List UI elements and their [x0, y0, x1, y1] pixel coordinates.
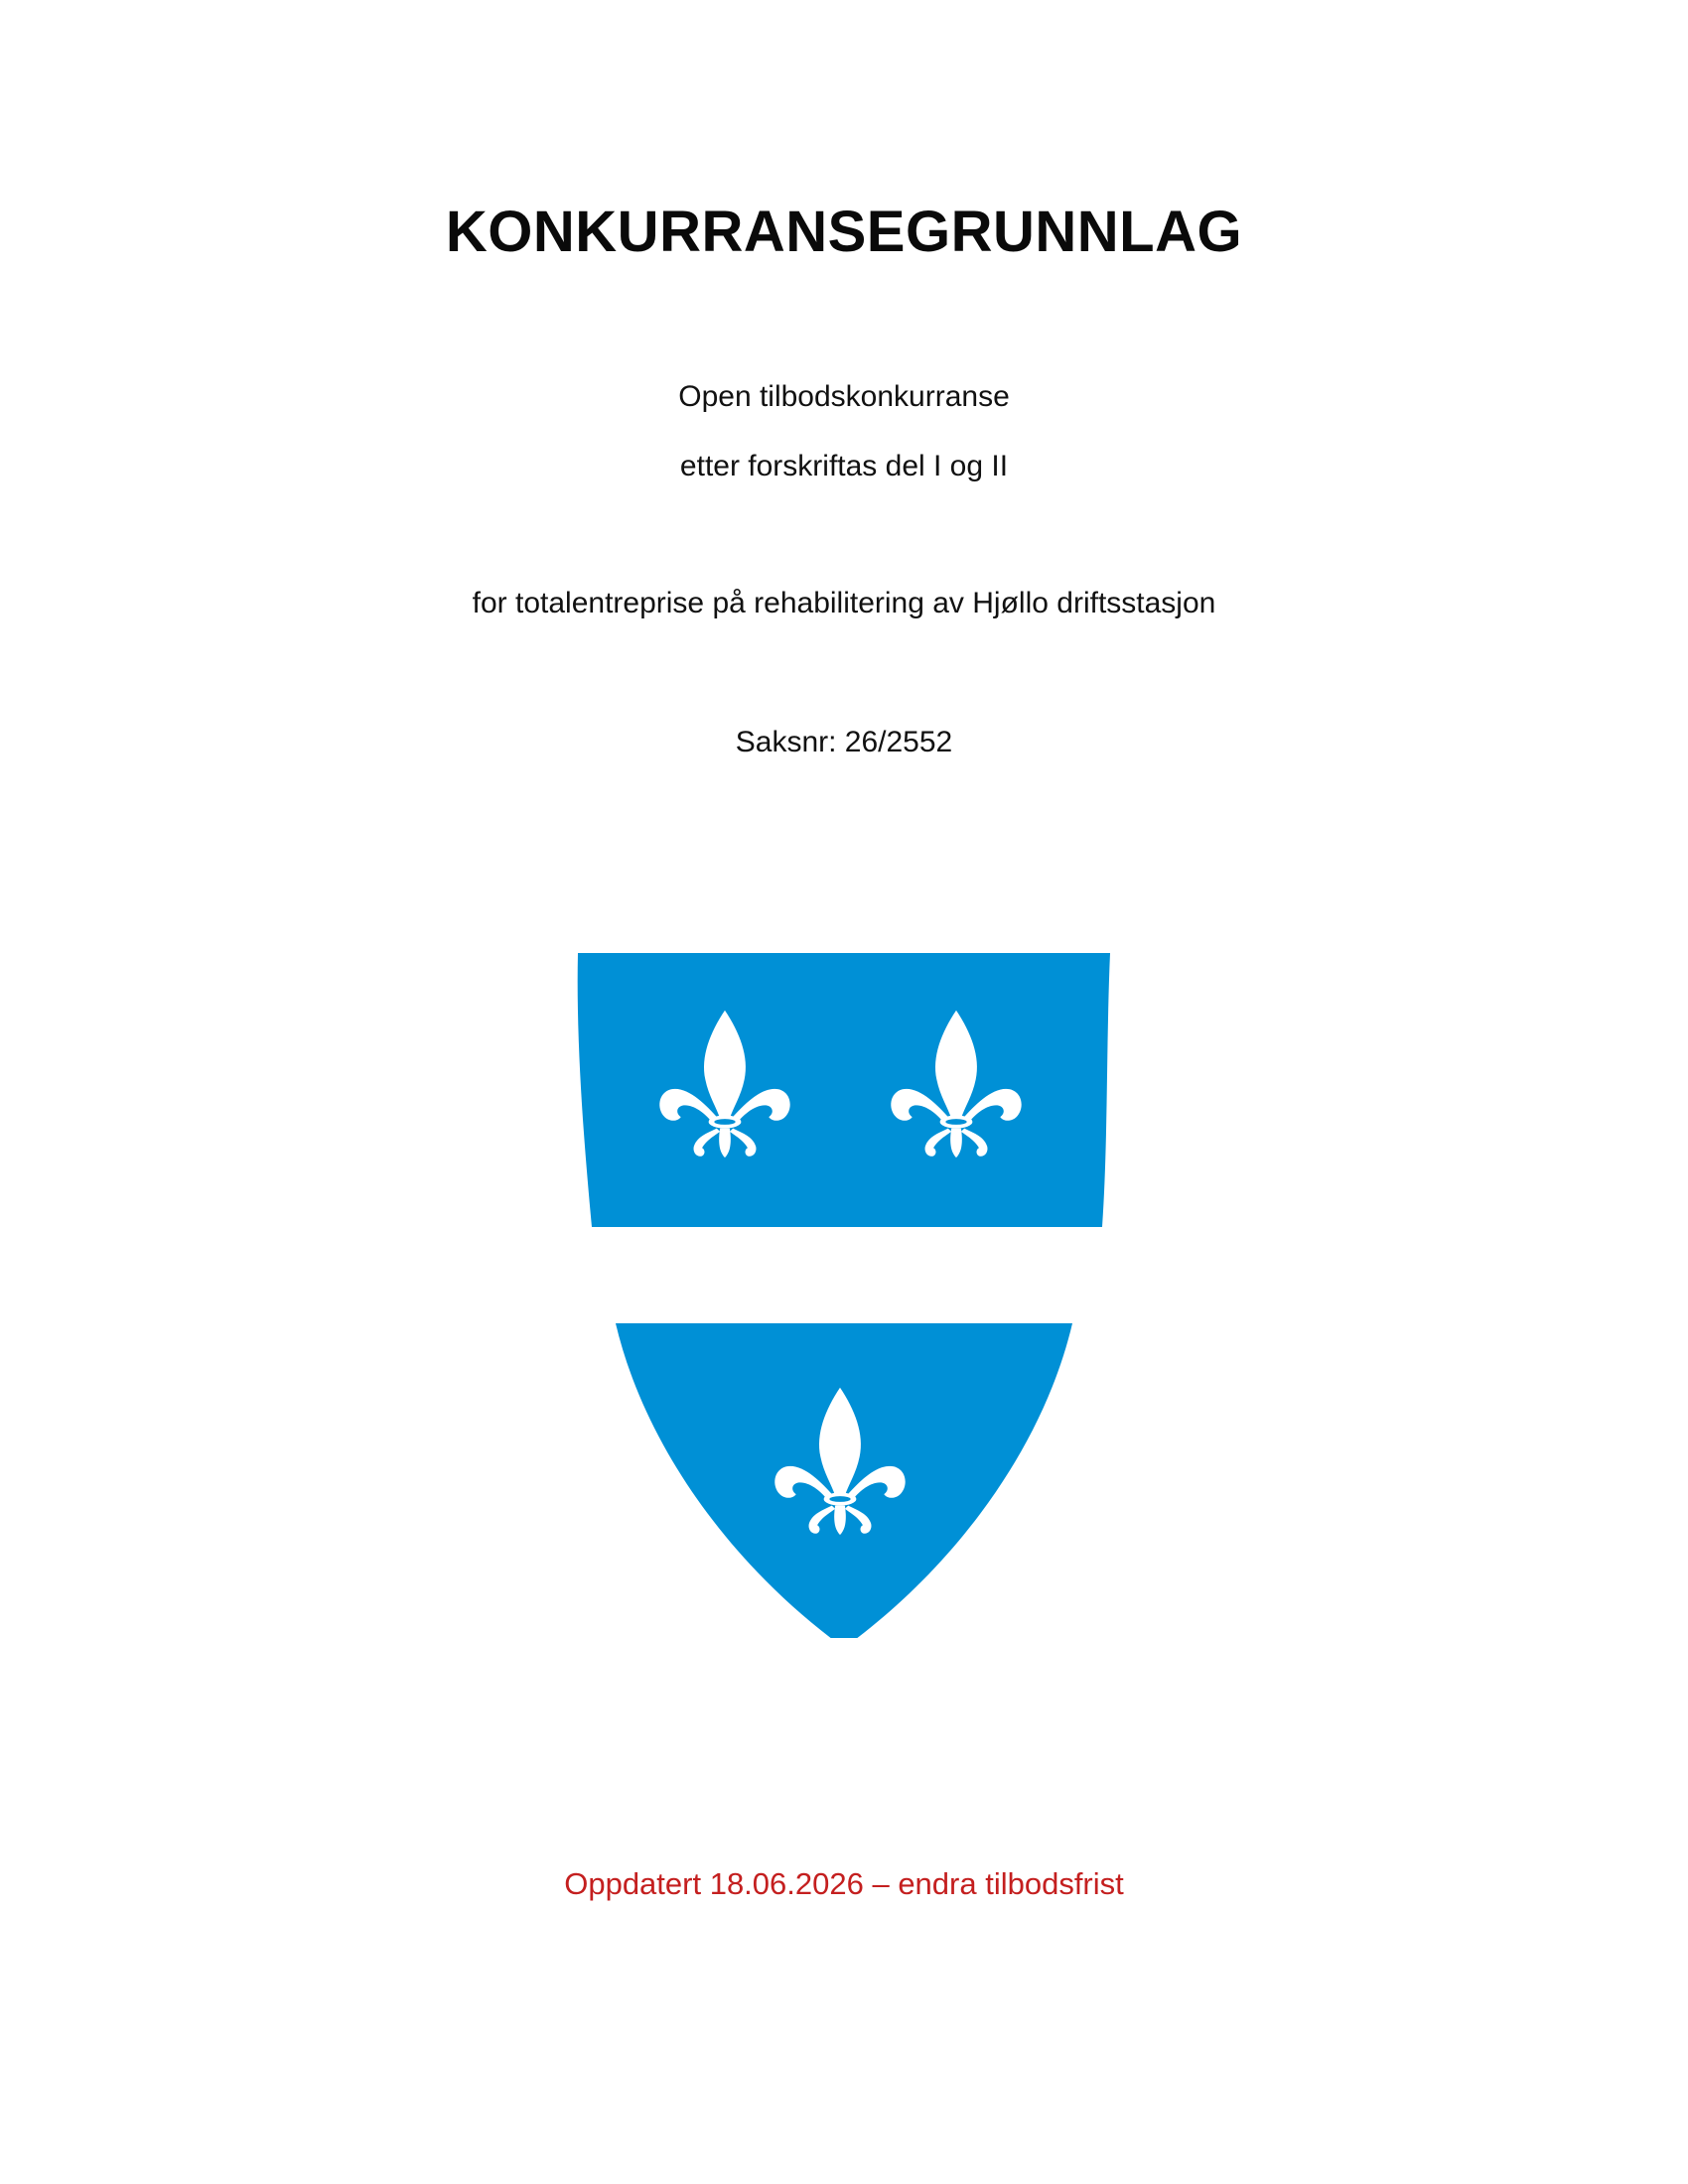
update-note: Oppdatert 18.06.2026 – endra tilbodsfrist — [564, 1866, 1124, 1901]
procedure-type: Open tilbodskonkurranse — [678, 380, 1010, 413]
case-number: Saksnr: 26/2552 — [735, 726, 953, 758]
emblem-upper-field — [578, 953, 1110, 1227]
regulation-reference: etter forskriftas del I og II — [679, 450, 1009, 482]
project-description: for totalentreprise på rehabilitering av Hjøllo driftsstasjon — [472, 587, 1216, 619]
coat-of-arms-fleur-de-lis-icon — [576, 953, 1112, 1638]
document-title: KONKURRANSEGRUNNLAG — [445, 200, 1243, 264]
